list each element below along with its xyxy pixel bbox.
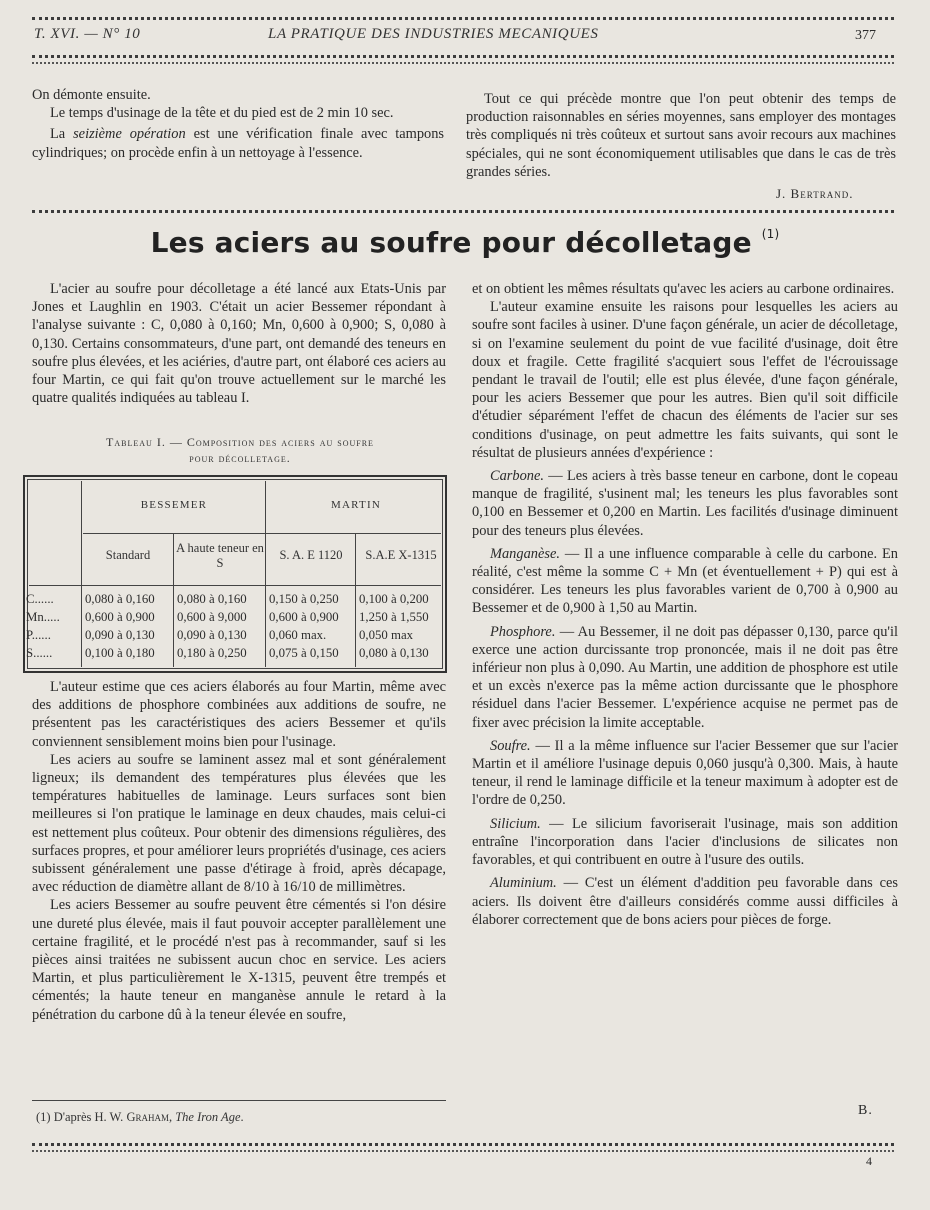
footer-rule [32,1143,894,1146]
paragraph: L'auteur examine ensuite les raisons pour lesquelles les aciers au soufre sont faciles à usiner. D'une façon générale, un acier de décolletage, si on l'examine seulement du point de vue facilité d'usinage, doit être doux et fragile. Cette fragilité s'acquiert sous l'effet de l'écrouissage pendant le travail de l'outil; elle est plus élevée, d'une façon générale, pour les aciers Bessemer que pour les autres. Bien qu'il soit difficile d'étudier séparément l'effet de chacun des éléments de l'acier sur ses conditions d'usinage, on peut admettre les faits suivants, qui sont le résultat de plusieurs années d'expérience : [472,299,898,461]
footer-mark: 4 [866,1154,872,1168]
text-run: — Au Bessemer, il ne doit pas dépasser 0,130, parce qu'il exerce une action durcissante trop prononcée, mais il ne doit pas être inférieur non plus à 0,090. Au Martin, une addition de phosphore est utile et un excès n'exerce pas la même action durcissante que le phosphore résiduel dans l'acier Bessemer. L'expérience acquise ne permet pas de fixer avec précision la limite acceptable. [472,623,898,731]
col-group-martin: MARTIN [331,499,381,511]
composition-table [23,475,447,673]
table-cell: 0,600 à 9,000 [177,610,247,624]
element-heading: Carbone. [490,468,544,485]
page-number: 377 [855,28,876,43]
header-volume-issue: T. XVI. — N° 10 [34,26,141,42]
table-caption [30,434,450,466]
text-run: (1) D'après H. W. [36,1110,127,1124]
table-cell: 0,090 à 0,130 [85,628,155,642]
footnote-rule [32,1100,446,1101]
paragraph-phosphore [472,623,898,732]
title-text: Les aciers au soufre pour décolletage [150,226,752,259]
table-cell: 0,100 à 0,200 [359,592,429,606]
prev-article-right [466,90,896,181]
text-run: — Il a la même influence sur l'acier Bessemer que sur l'acier Martin et il améliore l'usinage depuis 0,060 jusqu'à 0,300. Mais, à haute teneur, il rend le laminage difficile et la teneur maximum à adopter est de l'ordre de 0,250. [472,737,898,809]
title-footnote-mark: (1) [761,227,780,241]
header-bottom-rule [32,55,894,58]
prev-paragraph [32,125,444,161]
footnote-source: The Iron Age [175,1110,241,1124]
element-heading: Manganèse. [490,545,560,562]
row-label: P...... [26,628,51,642]
caption-line: pour décolletage. [189,451,291,465]
table-cell: 1,250 à 1,550 [359,610,429,624]
footnote-author: Graham [126,1110,169,1124]
table-cell: 0,060 max. [269,628,327,642]
header-top-rule [32,17,894,20]
text-run: La [50,126,74,143]
paragraph-soufre [472,737,898,810]
row-label: C...... [26,592,54,606]
table-col-divider [81,481,82,667]
prev-paragraph: On démonte ensuite. [32,87,151,103]
paragraph: L'acier au soufre pour décolletage a été lancé aux Etats-Unis par Jones et Laughlin en 1903. C'était un acier Bessemer répondant à l'analyse suivante : C, 0,080 à 0,160; Mn, 0,600 à 0,900; S, 0,080 à 0,130. Certains consommateurs, d'une part, ont demandé des teneurs en soufre plus élevées, et les aciéries, d'autre part, ont élaboré ces aciers au four Martin, ce qui fait qu'on trouve actuellement sur le marché les quatre qualités indiquées au tableau I. [32,281,446,407]
paragraph: Les aciers au soufre se laminent assez mal et sont généralement ligneux; ils demandent des températures plus élevées que les températures habituelles de laminage. Leurs surfaces sont bien meilleures si l'on pratique le laminage en deux chaudes, mais celui-ci est nettement plus coûteux. Pour obtenir des dimensions régulières, des surfaces propres, et pour améliorer leurs propriétés d'usinage, ces aciers subissent généralement une passe d'étirage à froid, après décapage, avec réduction de diamètre allant de 8/10 à 16/10 de millimètres. [32,751,446,896]
table-cell: 0,150 à 0,250 [269,592,339,606]
element-heading: Aluminium. [490,875,557,892]
table-cell: 0,080 à 0,130 [359,646,429,660]
header-journal-title: LA PRATIQUE DES INDUSTRIES MECANIQUES [268,26,599,42]
article-left-intro [32,280,446,407]
paragraph-carbone [472,467,898,540]
paragraph: L'auteur estime que ces aciers élaborés au four Martin, même avec des additions de phosphore combinées aux additions de soufre, ne présentent pas les caractéristiques des aciers Bessemer et qu'ils conviennent sensiblement moins bien pour l'usinage. [32,679,446,750]
col-header-haute-teneur: A haute teneur en S [176,541,264,570]
element-heading: Silicium. [490,815,541,832]
text-run: est une vérification finale avec tampons cylindriques; on procède enfin à un nettoyage à l'essence. [32,126,445,161]
text-run: , [168,1110,176,1124]
table-cell: 0,080 à 0,160 [85,592,155,606]
table-cell: 0,050 max [359,628,414,642]
text-run: — Il a une influence comparable à celle du carbone. En réalité, c'est même la somme C + Mn (et éventuellement + P) qui est à considérer. Les teneurs les plus favorables varient de 0,700 à 0,900 au Bessemer et de 0,900 à 1,50 au Martin. [472,545,898,617]
table-cell: 0,080 à 0,160 [177,592,247,606]
prev-article-signature [776,186,853,202]
paragraph: et on obtient les mêmes résultats qu'avec les aciers au carbone ordinaires. [472,281,895,297]
table-cell: 0,100 à 0,180 [85,646,155,660]
article-right-column [472,280,898,929]
table-row-divider [29,585,441,586]
article-title [0,226,930,259]
table-cell: 0,600 à 0,900 [269,610,339,624]
table-row-divider [83,533,441,534]
col-header-sae-1120: S. A. E 1120 [279,548,343,562]
table-cell: 0,075 à 0,150 [269,646,339,660]
signature-text: J. Bertrand. [776,186,854,201]
paragraph: Les aciers Bessemer au soufre peuvent être cémentés si l'on désire une dureté plus élevée, mais il faut pouvoir accepter parallèlement une certaine fragilité, et le procédé n'est pas à recommander, sauf si les pièces ainsi traitées ne subissent aucun choc en service. Les aciers Martin, et plus particulièrement le X-1315, peuvent être trempés et cémentés; la haute teneur en manganèse annule le retard à la pénétration du carbone dû à la teneur élevée en soufre, [32,897,446,1023]
article-left-body [32,678,446,1024]
table-col-divider [265,481,266,667]
paragraph-aluminium [472,874,898,929]
caption-line: Tableau I. — Composition des aciers au soufre [106,435,374,449]
table-cell: 0,090 à 0,130 [177,628,247,642]
footer-rule-2 [32,1150,894,1152]
text-run: — C'est un élément d'addition peu favorable dans ces aciers. Ils doivent être d'ailleurs considérés comme aussi difficiles à élaborer correctement que de bons aciers pour pièces de forge. [472,875,898,928]
paragraph-silicium [472,815,898,870]
emphasis: seizième opération [73,126,186,143]
table-cell: 0,600 à 0,900 [85,610,155,624]
element-heading: Phosphore. [490,623,556,640]
prev-article-left [32,86,444,162]
prev-paragraph: Tout ce qui précède montre que l'on peut obtenir des temps de production raisonnables en séries moyennes, sans employer des montages très compliqués ni très coûteux et surtout sans avoir recours aux machines spéciales, qui ne sont économiquement utilisables que dans le cas de très grandes séries. [466,91,896,180]
table-col-divider [355,533,356,667]
col-header-sae-x1315: S.A.E X-1315 [365,548,437,562]
col-header-standard: Standard [105,548,151,562]
row-label: S...... [26,646,53,660]
footnote [36,1110,244,1125]
header-bottom-rule-2 [32,62,894,64]
paragraph-manganese [472,545,898,618]
article-separator-rule [32,210,894,213]
element-heading: Soufre. [490,737,531,754]
table-col-divider [173,533,174,667]
text-run: — Les aciers à très basse teneur en carbone, dont le copeau manque de fragilité, s'usinent mal; les teneurs les plus favorables sont 0,100 en Bessemer et 0,200 en Martin. Les facilités d'usinage diminuent pour des teneurs plus élevées. [472,468,898,539]
text-run: — Le silicium favoriserait l'usinage, mais son addition entraîne l'incorporation dans l'acier d'inclusions de silicates non favorables, et qui contribuent en outre à l'usure des outils. [472,815,898,869]
row-label: Mn..... [26,610,60,624]
col-group-bessemer: BESSEMER [140,499,208,511]
prev-paragraph: Le temps d'usinage de la tête et du pied est de 2 min 10 sec. [50,105,394,122]
text-run: . [240,1110,244,1124]
article-signature: B. [858,1103,873,1118]
table-cell: 0,180 à 0,250 [177,646,247,660]
